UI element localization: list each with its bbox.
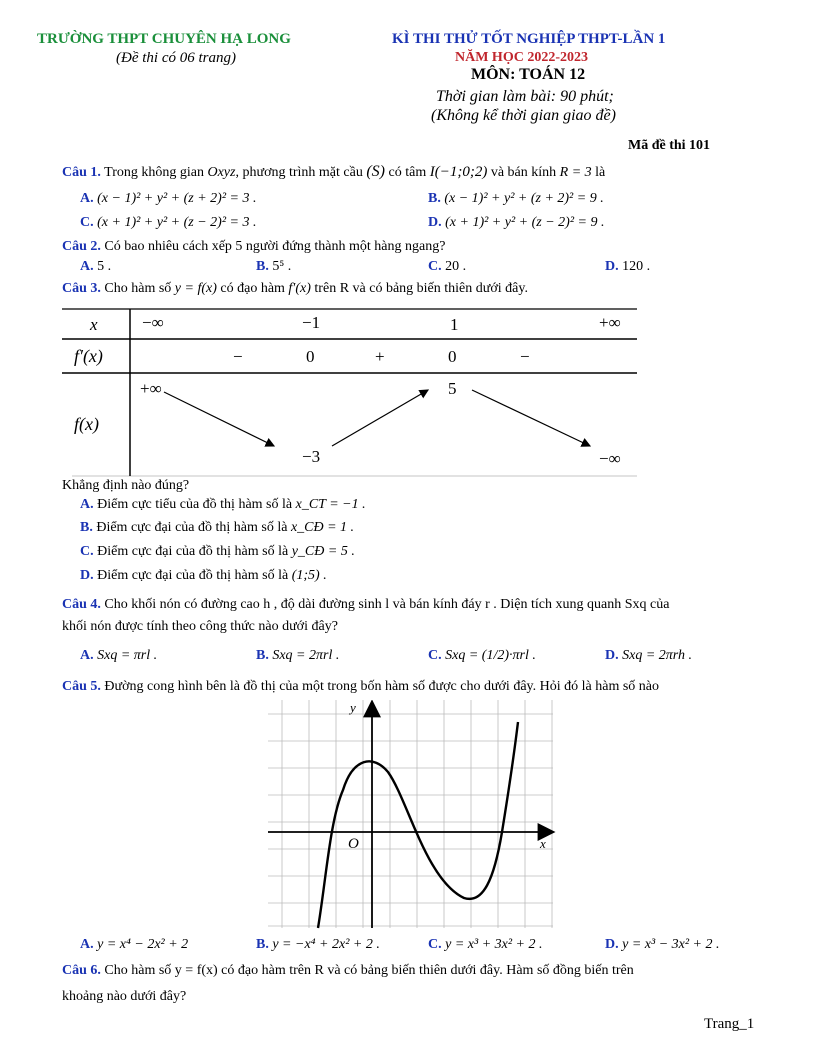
subject: MÔN: TOÁN 12 [471,66,586,83]
q3-prompt: Khẳng định nào đúng? [62,478,190,493]
q4-stem: Câu 4. Cho khối nón có đường cao h , độ dài đường sinh l và bán kính đáy r . Diện tích xung quanh Sxq của [62,597,670,612]
q6-stem: Câu 6. Cho hàm số y = f(x) có đạo hàm trên R và có bảng biến thiên dưới đây. Hàm số đồng biến trên [62,963,634,978]
q1-label: Câu 1. [62,165,101,180]
q4-option-a[interactable]: A. Sxq = πrl . [80,648,158,663]
q2-option-c[interactable]: C. 20 . [428,259,467,274]
function-graph [268,700,558,930]
table-f-value: 5 [448,379,457,398]
page-number: Trang_1 [704,1016,755,1032]
q3-option-b[interactable]: B. Điểm cực đại của đồ thị hàm số là x_CĐ = 1 . [80,520,355,535]
table-sign: 0 [306,347,315,366]
exam-title: KÌ THI THỬ TỐT NGHIỆP THPT-LẦN 1 [392,31,666,47]
q4-stem-cont: khối nón được tính theo công thức nào dưới đây? [62,619,338,634]
table-sign: + [375,347,385,366]
q4-label: Câu 4. [62,597,101,612]
q5-option-a[interactable]: A. y = x⁴ − 2x² + 2 [80,937,189,952]
q2-stem: Câu 2. Có bao nhiêu cách xếp 5 người đứng thành một hàng ngang? [62,239,446,254]
pages-note: (Đề thi có 06 trang) [116,50,236,66]
table-sign: 0 [448,347,457,366]
q4-option-b[interactable]: B. Sxq = 2πrl . [256,648,340,663]
graph-grid [268,700,553,928]
table-f-label: f(x) [74,414,99,434]
table-f-value: +∞ [140,379,162,398]
q3-stem: Câu 3. Cho hàm số y = f(x) có đạo hàm f′(x) trên R và có bảng biến thiên dưới đây. [62,281,528,296]
q5-option-c[interactable]: C. y = x³ + 3x² + 2 . [428,937,543,952]
q6-stem-cont: khoảng nào dưới đây? [62,989,187,1004]
table-x-value: −1 [302,313,321,332]
q5-option-d[interactable]: D. y = x³ − 3x² + 2 . [605,937,720,952]
q4-option-d[interactable]: D. Sxq = 2πrh . [605,648,692,663]
q1-option-d[interactable]: D. (x + 1)² + y² + (z − 2)² = 9 . [428,215,605,230]
arrow-up [332,390,428,446]
school-year: NĂM HỌC 2022-2023 [455,50,588,65]
table-x-value: −∞ [142,313,164,332]
q1-option-c[interactable]: C. (x + 1)² + y² + (z − 2)² = 3 . [80,215,257,230]
x-axis-label: x [540,836,546,851]
function-curve [318,722,518,928]
table-sign: − [233,347,243,366]
table-x-value: 1 [450,315,459,334]
exam-time-note: (Không kể thời gian giao đề) [431,107,616,124]
q6-label: Câu 6. [62,963,101,978]
q5-option-b[interactable]: B. y = −x⁴ + 2x² + 2 . [256,937,380,952]
q2-option-a[interactable]: A. 5 . [80,259,112,274]
table-f-value: −∞ [599,449,621,468]
table-f-value: −3 [302,447,321,466]
arrow-down [472,390,590,446]
q1-option-b[interactable]: B. (x − 1)² + y² + (z + 2)² = 9 . [428,191,604,206]
variation-table [62,306,642,478]
q2-label: Câu 2. [62,239,101,254]
table-x-value: +∞ [599,313,621,332]
table-sign: − [520,347,530,366]
q3-option-d[interactable]: D. Điểm cực đại của đồ thị hàm số là (1;5) . [80,568,327,583]
arrow-down [164,392,274,446]
q3-option-c[interactable]: C. Điểm cực đại của đồ thị hàm số là y_CĐ = 5 . [80,544,355,559]
q5-stem: Câu 5. Đường cong hình bên là đồ thị của một trong bốn hàm số được cho dưới đây. Hỏi đó là hàm số nào [62,679,659,694]
q2-option-b[interactable]: B. 5⁵ . [256,259,292,274]
table-fprime-label: f′(x) [74,346,103,366]
q5-label: Câu 5. [62,679,101,694]
exam-time: Thời gian làm bài: 90 phút; [436,88,614,105]
q2-option-d[interactable]: D. 120 . [605,259,651,274]
q3-label: Câu 3. [62,281,101,296]
origin-label: O [348,836,359,852]
q3-option-a[interactable]: A. Điểm cực tiểu của đồ thị hàm số là x_CT = −1 . [80,497,366,512]
table-x-label: x [90,315,98,334]
q1-stem: Câu 1. Trong không gian Oxyz, phương trình mặt cầu (S) có tâm I(−1;0;2) và bán kính R = 3 là [62,163,606,180]
y-axis-label: y [350,700,356,715]
school-name: TRƯỜNG THPT CHUYÊN HẠ LONG [37,31,291,47]
exam-code: Mã đề thi 101 [628,138,711,153]
q1-option-a[interactable]: A. (x − 1)² + y² + (z + 2)² = 3 . [80,191,257,206]
q4-option-c[interactable]: C. Sxq = (1/2)·πrl . [428,648,536,663]
